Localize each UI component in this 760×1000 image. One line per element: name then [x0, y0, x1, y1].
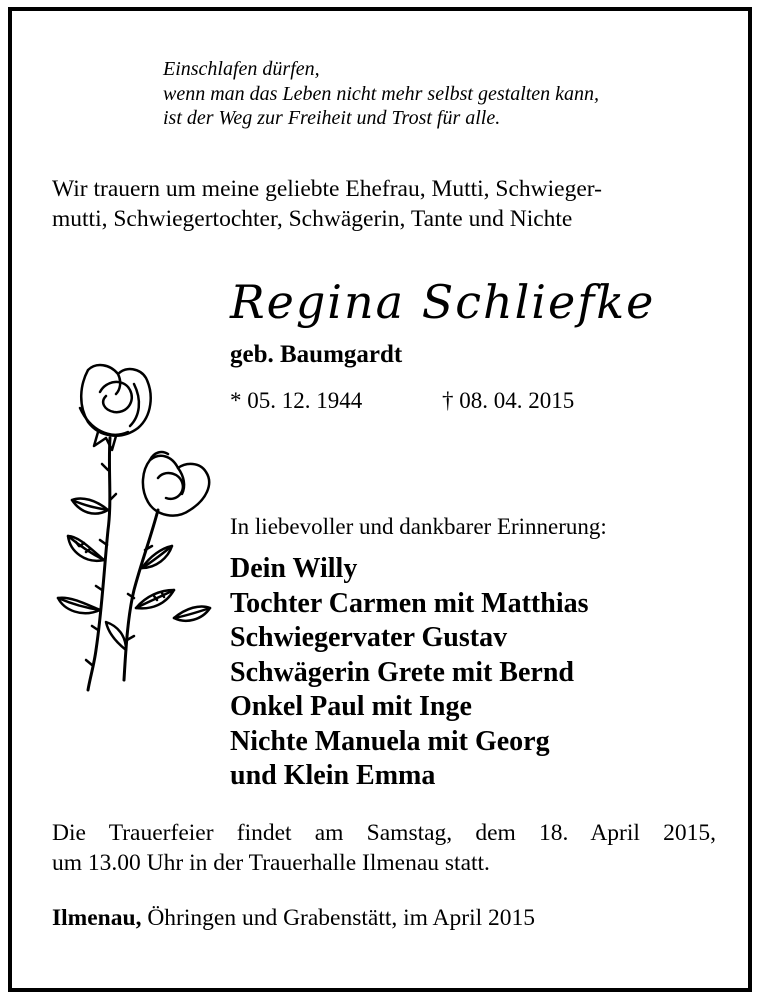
intro-line: Wir trauern um meine geliebte Ehefrau, Mutti, Schwieger- — [52, 176, 602, 202]
birth-date: * 05. 12. 1944 — [230, 388, 363, 413]
family-member: Dein Willy — [230, 553, 358, 584]
ceremony-line: Die Trauerfeier findet am Samstag, dem 18. April 2015, — [52, 820, 716, 846]
poem — [163, 57, 723, 131]
intro-text — [52, 174, 732, 234]
rose-icon — [50, 360, 225, 705]
ceremony-line: um 13.00 Uhr in der Trauerhalle Ilmenau statt. — [52, 850, 490, 876]
memory-line: In liebevoller und dankbarer Erinnerung: — [230, 514, 607, 539]
deceased-name: Regina Schliefke — [230, 275, 656, 329]
family-member: Schwiegervater Gustav — [230, 622, 508, 653]
ceremony-info — [52, 818, 722, 878]
poem-line: Einschlafen dürfen, — [163, 58, 320, 80]
family-list — [230, 552, 589, 794]
family-member: Schwägerin Grete mit Bernd — [230, 656, 574, 688]
poem-line: ist der Weg zur Freiheit und Trost für alle. — [163, 107, 501, 129]
family-member: Tochter Carmen mit Matthias — [230, 587, 589, 619]
intro-line: mutti, Schwiegertochter, Schwägerin, Tante und Nichte — [52, 206, 573, 232]
life-dates — [230, 388, 575, 414]
family-member: und Klein Emma — [230, 760, 436, 791]
born-name: geb. Baumgardt — [230, 341, 403, 368]
death-date: † 08. 04. 2015 — [442, 388, 575, 413]
place-rest: Öhringen und Grabenstätt, im April 2015 — [141, 905, 536, 931]
poem-line: wenn man das Leben nicht mehr selbst gestalten kann, — [163, 82, 600, 105]
place-town: Ilmenau, — [52, 905, 142, 931]
family-member: Onkel Paul mit Inge — [230, 691, 472, 722]
family-member: Nichte Manuela mit Georg — [230, 725, 550, 757]
place-date — [52, 905, 535, 932]
